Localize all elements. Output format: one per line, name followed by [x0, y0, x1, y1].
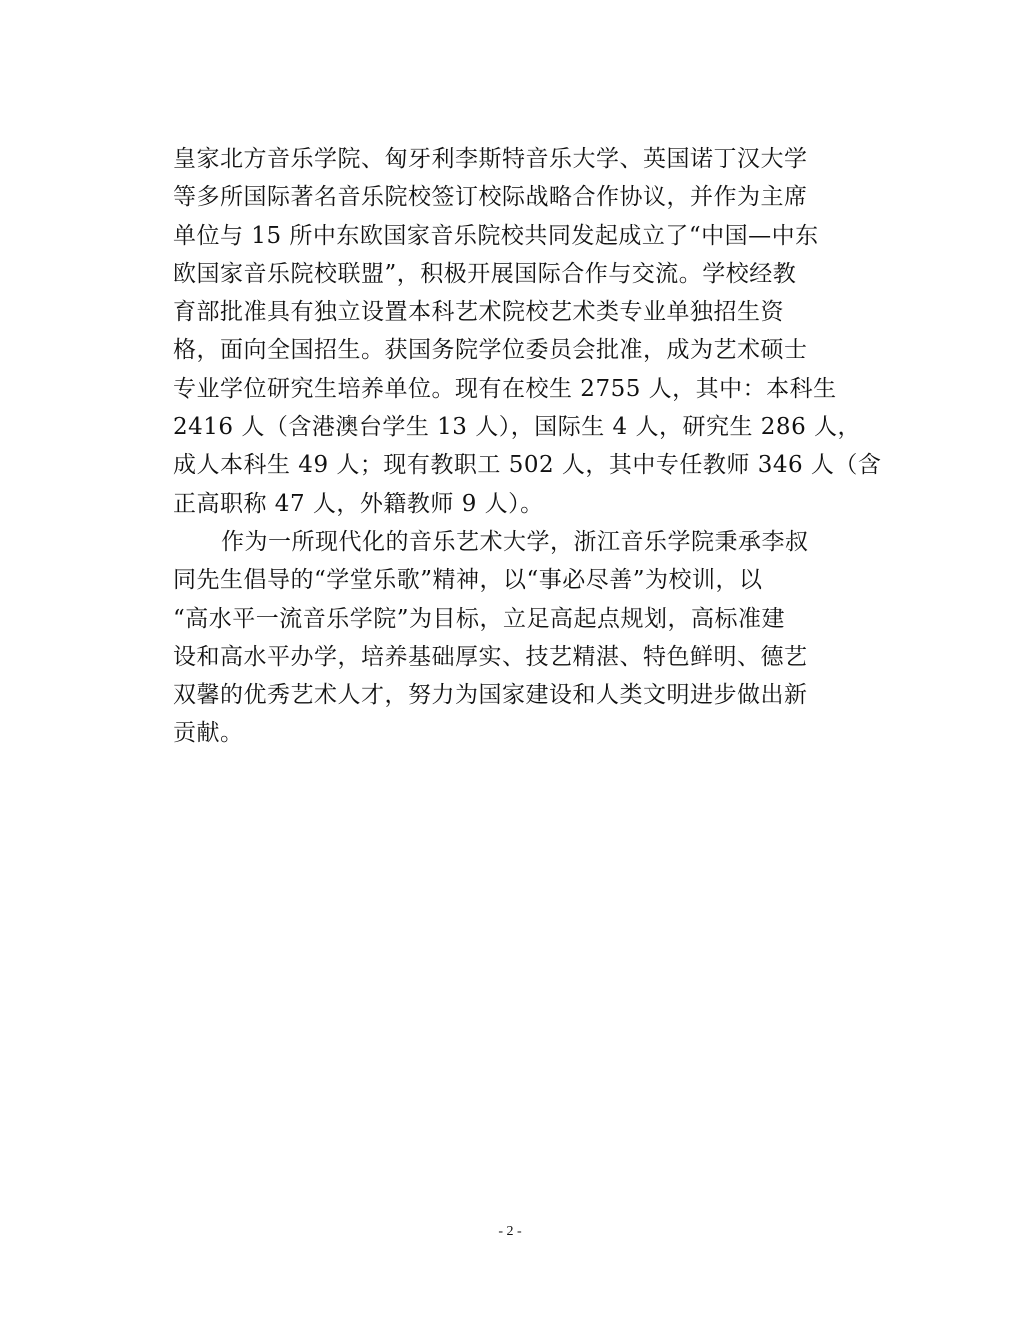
text-line: 欧国家音乐院校联盟”，积极开展国际合作与交流。学校经教	[173, 260, 797, 287]
text-line: 单位与 15 所中东欧国家音乐院校共同发起成立了“中国—中东	[173, 222, 819, 249]
text-line: “高水平一流音乐学院”为目标，立足高起点规划，高标准建	[173, 605, 786, 632]
text-line: 专业学位研究生培养单位。现有在校生 2755 人，其中：本科生	[173, 375, 837, 402]
text-line: 同先生倡导的“学堂乐歌”精神，以“事必尽善”为校训，以	[173, 567, 763, 594]
text-line: 皇家北方音乐学院、匈牙利李斯特音乐大学、英国诺丁汉大学	[173, 146, 808, 172]
text-line: 格，面向全国招生。获国务院学位委员会批准，成为艺术硕士	[173, 337, 808, 364]
text-line: 双馨的优秀艺术人才，努力为国家建设和人类文明进步做出新	[173, 682, 808, 709]
text-line: 正高职称 47 人，外籍教师 9 人）。	[173, 490, 544, 517]
text-line: 等多所国际著名音乐院校签订校际战略合作协议，并作为主席	[173, 184, 808, 211]
text-line: 设和高水平办学，培养基础厚实、技艺精湛、特色鲜明、德艺	[173, 643, 808, 670]
body-text	[173, 140, 882, 753]
text-line: 成人本科生 49 人；现有教职工 502 人，其中专任教师 346 人（含	[173, 452, 882, 479]
text-line: 育部批准具有独立设置本科艺术院校艺术类专业单独招生资	[173, 299, 784, 326]
page-number: - 2 -	[498, 1224, 522, 1239]
text-line: 2416 人（含港澳台学生 13 人），国际生 4 人，研究生 286 人，	[173, 414, 862, 441]
paragraph-start-line: 作为一所现代化的音乐艺术大学，浙江音乐学院秉承李叔	[221, 528, 809, 555]
text-line: 贡献。	[173, 720, 244, 747]
